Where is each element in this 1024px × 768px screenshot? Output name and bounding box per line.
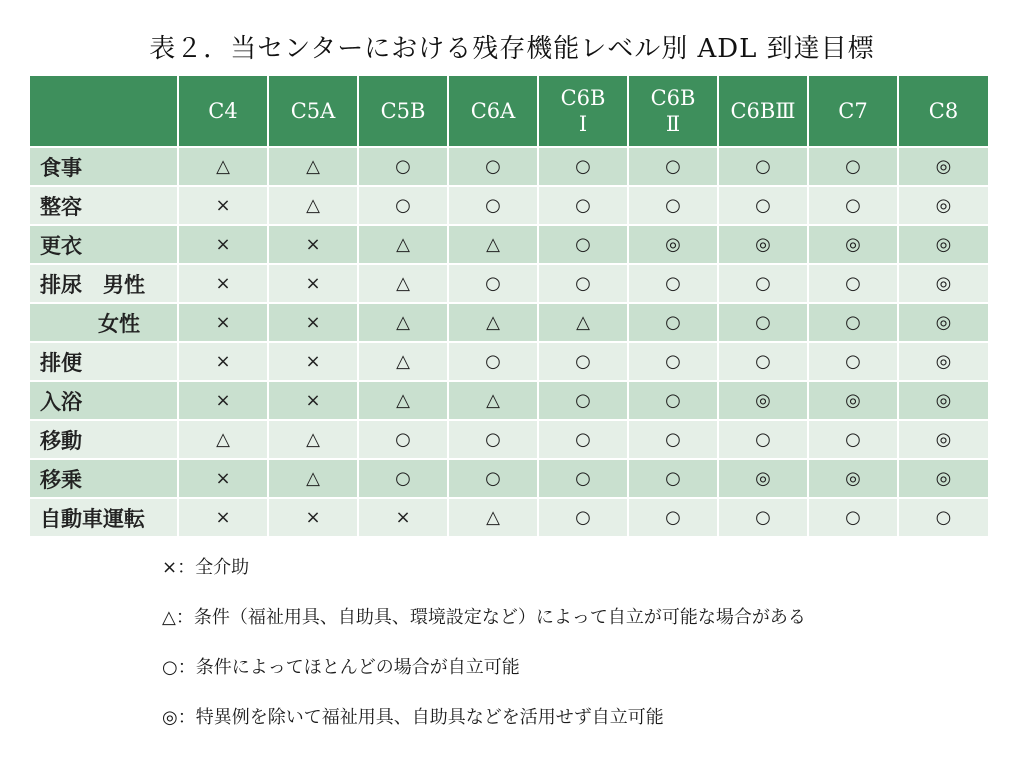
table-cell bbox=[898, 342, 988, 381]
table-cell bbox=[628, 303, 718, 342]
table-body bbox=[30, 147, 988, 536]
rating-symbol: ○ bbox=[485, 429, 501, 450]
rating-symbol: ○ bbox=[935, 507, 952, 528]
table-cell bbox=[628, 186, 718, 225]
table-cell bbox=[898, 147, 988, 186]
rating-symbol: ○ bbox=[845, 273, 861, 294]
table-cell bbox=[178, 186, 268, 225]
table-cell bbox=[808, 420, 898, 459]
table-cell bbox=[358, 498, 448, 536]
table-cell bbox=[358, 264, 448, 303]
row-label: 排尿 男性 bbox=[30, 264, 178, 303]
table-cell bbox=[718, 303, 808, 342]
table-cell bbox=[448, 342, 538, 381]
rating-symbol: ○ bbox=[845, 156, 861, 177]
rating-symbol: × bbox=[305, 390, 321, 411]
table-cell bbox=[538, 498, 628, 536]
table-cell bbox=[718, 498, 808, 536]
table-cell bbox=[178, 147, 268, 186]
table-cell bbox=[268, 303, 358, 342]
rating-symbol: △ bbox=[486, 312, 500, 333]
table-cell bbox=[808, 147, 898, 186]
column-header: C5A bbox=[268, 76, 358, 147]
legend-item-independent: ◎：特異例を除いて福祉用具、自助具などを活用せず自立可能 bbox=[162, 707, 664, 728]
rating-symbol: × bbox=[215, 468, 231, 489]
rating-symbol: ○ bbox=[395, 156, 411, 177]
table-cell bbox=[808, 303, 898, 342]
rating-symbol: ○ bbox=[665, 156, 681, 177]
rating-symbol: × bbox=[395, 507, 411, 528]
rating-symbol: ○ bbox=[395, 429, 411, 450]
row-label: 更衣 bbox=[30, 225, 178, 264]
rating-symbol: △ bbox=[216, 156, 230, 177]
table-cell bbox=[898, 498, 988, 536]
rating-symbol: ◎ bbox=[935, 156, 952, 177]
rating-symbol: ○ bbox=[755, 195, 771, 216]
rating-symbol: ○ bbox=[845, 195, 861, 216]
row-label: 排便 bbox=[30, 342, 178, 381]
table-cell bbox=[718, 342, 808, 381]
table-cell bbox=[538, 225, 628, 264]
table-cell bbox=[448, 264, 538, 303]
table-cell bbox=[718, 147, 808, 186]
rating-symbol: × bbox=[215, 507, 231, 528]
rating-symbol: ◎ bbox=[935, 351, 952, 372]
rating-symbol: △ bbox=[306, 195, 320, 216]
table-cell bbox=[448, 498, 538, 536]
table-cell bbox=[358, 225, 448, 264]
rating-symbol: ○ bbox=[755, 273, 771, 294]
column-header: C6BⅢ bbox=[718, 76, 808, 147]
table-cell bbox=[808, 498, 898, 536]
rating-symbol: ○ bbox=[395, 468, 411, 489]
table-cell bbox=[268, 147, 358, 186]
table-cell bbox=[808, 225, 898, 264]
table-cell bbox=[268, 264, 358, 303]
column-header: C4 bbox=[178, 76, 268, 147]
rating-symbol: ○ bbox=[845, 312, 861, 333]
rating-symbol: × bbox=[215, 390, 231, 411]
table-cell bbox=[538, 381, 628, 420]
table-cell bbox=[268, 225, 358, 264]
table-cell bbox=[718, 381, 808, 420]
rating-symbol: ◎ bbox=[845, 234, 861, 255]
rating-symbol: ◎ bbox=[935, 429, 952, 450]
table-cell bbox=[268, 342, 358, 381]
table-cell bbox=[358, 342, 448, 381]
rating-symbol: ○ bbox=[755, 507, 771, 528]
table-cell bbox=[808, 186, 898, 225]
rating-symbol: △ bbox=[486, 234, 500, 255]
rating-symbol: △ bbox=[396, 312, 410, 333]
table-cell bbox=[268, 420, 358, 459]
rating-symbol: ○ bbox=[755, 351, 771, 372]
table-cell bbox=[358, 147, 448, 186]
table-cell bbox=[268, 459, 358, 498]
rating-symbol: ◎ bbox=[755, 390, 771, 411]
rating-symbol: ○ bbox=[485, 156, 501, 177]
table-cell bbox=[898, 186, 988, 225]
table-row bbox=[30, 264, 988, 303]
rating-symbol: ◎ bbox=[935, 234, 952, 255]
rating-symbol: ○ bbox=[755, 312, 771, 333]
table-row bbox=[30, 342, 988, 381]
legend-item-mostly-independent: ○：条件によってほとんどの場合が自立可能 bbox=[162, 657, 520, 678]
table-cell bbox=[448, 459, 538, 498]
row-label: 整容 bbox=[30, 186, 178, 225]
table-cell bbox=[898, 420, 988, 459]
rating-symbol: ○ bbox=[665, 351, 681, 372]
table-cell bbox=[538, 147, 628, 186]
rating-symbol: ○ bbox=[575, 234, 591, 255]
rating-symbol: ○ bbox=[665, 429, 681, 450]
column-header: C6A bbox=[448, 76, 538, 147]
table-cell bbox=[178, 342, 268, 381]
rating-symbol: △ bbox=[396, 390, 410, 411]
rating-symbol: ○ bbox=[665, 390, 681, 411]
rating-symbol: △ bbox=[306, 156, 320, 177]
rating-symbol: ◎ bbox=[935, 390, 952, 411]
column-header: C6B Ⅱ bbox=[628, 76, 718, 147]
table-row bbox=[30, 381, 988, 420]
rating-symbol: △ bbox=[486, 507, 500, 528]
rating-symbol: × bbox=[215, 351, 231, 372]
table-cell bbox=[448, 381, 538, 420]
rating-symbol: ○ bbox=[575, 156, 591, 177]
table-cell bbox=[268, 498, 358, 536]
row-label: 入浴 bbox=[30, 381, 178, 420]
rating-symbol: ◎ bbox=[665, 234, 681, 255]
table-row bbox=[30, 147, 988, 186]
rating-symbol: ○ bbox=[575, 429, 591, 450]
rating-symbol: ○ bbox=[575, 390, 591, 411]
rating-symbol: ◎ bbox=[845, 468, 861, 489]
table-cell bbox=[898, 459, 988, 498]
table-cell bbox=[628, 381, 718, 420]
rating-symbol: ○ bbox=[845, 507, 861, 528]
table-cell bbox=[538, 459, 628, 498]
rating-symbol: × bbox=[305, 312, 321, 333]
row-label: 自動車運転 bbox=[30, 498, 178, 536]
table-cell bbox=[538, 303, 628, 342]
rating-symbol: × bbox=[305, 507, 321, 528]
table-row bbox=[30, 186, 988, 225]
rating-symbol: △ bbox=[216, 429, 230, 450]
table-cell bbox=[448, 147, 538, 186]
row-label: 食事 bbox=[30, 147, 178, 186]
table-cell bbox=[808, 264, 898, 303]
rating-symbol: × bbox=[215, 195, 231, 216]
table-cell bbox=[538, 342, 628, 381]
column-header: C8 bbox=[898, 76, 988, 147]
rating-symbol: ◎ bbox=[755, 468, 771, 489]
rating-symbol: ○ bbox=[575, 273, 591, 294]
table-row bbox=[30, 225, 988, 264]
rating-symbol: △ bbox=[396, 234, 410, 255]
table-cell bbox=[808, 381, 898, 420]
rating-symbol: ◎ bbox=[755, 234, 771, 255]
table-row bbox=[30, 459, 988, 498]
rating-symbol: ○ bbox=[665, 507, 681, 528]
rating-symbol: ◎ bbox=[935, 273, 952, 294]
table-cell bbox=[898, 264, 988, 303]
rating-symbol: ◎ bbox=[935, 195, 952, 216]
row-label: 移動 bbox=[30, 420, 178, 459]
table-cell bbox=[718, 264, 808, 303]
rating-symbol: ○ bbox=[395, 195, 411, 216]
table-cell bbox=[628, 225, 718, 264]
table-cell bbox=[178, 303, 268, 342]
adl-goals-table bbox=[30, 76, 988, 536]
table-cell bbox=[178, 420, 268, 459]
table-cell bbox=[178, 264, 268, 303]
rating-symbol: ○ bbox=[485, 468, 501, 489]
row-label: 移乗 bbox=[30, 459, 178, 498]
table-cell bbox=[628, 342, 718, 381]
table-cell bbox=[628, 420, 718, 459]
header-corner-cell bbox=[30, 76, 178, 147]
table-cell bbox=[448, 225, 538, 264]
rating-symbol: ○ bbox=[575, 195, 591, 216]
row-label: 女性 bbox=[30, 303, 178, 342]
rating-symbol: ○ bbox=[665, 468, 681, 489]
table-cell bbox=[898, 225, 988, 264]
rating-symbol: △ bbox=[486, 390, 500, 411]
table-cell bbox=[448, 303, 538, 342]
table-cell bbox=[538, 264, 628, 303]
table-row bbox=[30, 498, 988, 536]
table-cell bbox=[178, 225, 268, 264]
table-cell bbox=[718, 225, 808, 264]
table-cell bbox=[808, 342, 898, 381]
rating-symbol: ○ bbox=[845, 351, 861, 372]
table-cell bbox=[448, 186, 538, 225]
table-cell bbox=[538, 420, 628, 459]
table-cell bbox=[628, 498, 718, 536]
table-cell bbox=[808, 459, 898, 498]
table-cell bbox=[718, 420, 808, 459]
legend-item-full-assist: ×：全介助 bbox=[162, 557, 250, 578]
table-cell bbox=[628, 459, 718, 498]
rating-symbol: × bbox=[305, 273, 321, 294]
table-cell bbox=[268, 186, 358, 225]
legend-item-conditional: △：条件（福祉用具、自助具、環境設定など）によって自立が可能な場合がある bbox=[162, 607, 806, 628]
table-cell bbox=[358, 420, 448, 459]
table-cell bbox=[718, 186, 808, 225]
column-header: C7 bbox=[808, 76, 898, 147]
table-cell bbox=[358, 381, 448, 420]
table-cell bbox=[178, 498, 268, 536]
rating-symbol: × bbox=[215, 273, 231, 294]
rating-symbol: ◎ bbox=[935, 468, 952, 489]
table-cell bbox=[718, 459, 808, 498]
table-cell bbox=[628, 264, 718, 303]
table-header-row bbox=[30, 76, 988, 147]
rating-symbol: ◎ bbox=[935, 312, 952, 333]
rating-symbol: △ bbox=[576, 312, 590, 333]
rating-symbol: ○ bbox=[485, 351, 501, 372]
page-title: 表２．当センターにおける残存機能レベル別 ADL 到達目標 bbox=[149, 34, 875, 64]
table-cell bbox=[358, 303, 448, 342]
rating-symbol: ○ bbox=[665, 195, 681, 216]
rating-symbol: ○ bbox=[845, 429, 861, 450]
rating-symbol: △ bbox=[396, 351, 410, 372]
rating-symbol: × bbox=[215, 312, 231, 333]
rating-symbol: ○ bbox=[755, 156, 771, 177]
table-cell bbox=[538, 186, 628, 225]
table-cell bbox=[268, 381, 358, 420]
column-header: C5B bbox=[358, 76, 448, 147]
table-cell bbox=[178, 459, 268, 498]
column-header: C6B Ⅰ bbox=[538, 76, 628, 147]
table-row bbox=[30, 303, 988, 342]
rating-symbol: △ bbox=[306, 429, 320, 450]
rating-symbol: ○ bbox=[485, 195, 501, 216]
rating-symbol: △ bbox=[306, 468, 320, 489]
table-cell bbox=[628, 147, 718, 186]
table-row bbox=[30, 420, 988, 459]
table-cell bbox=[898, 303, 988, 342]
rating-symbol: ○ bbox=[485, 273, 501, 294]
rating-symbol: × bbox=[305, 351, 321, 372]
rating-symbol: × bbox=[215, 234, 231, 255]
rating-symbol: ○ bbox=[575, 351, 591, 372]
rating-symbol: ○ bbox=[575, 468, 591, 489]
table-cell bbox=[358, 459, 448, 498]
legend bbox=[162, 556, 806, 756]
table-cell bbox=[898, 381, 988, 420]
rating-symbol: ○ bbox=[575, 507, 591, 528]
table-cell bbox=[358, 186, 448, 225]
rating-symbol: △ bbox=[396, 273, 410, 294]
table-cell bbox=[178, 381, 268, 420]
rating-symbol: ○ bbox=[665, 312, 681, 333]
table-cell bbox=[448, 420, 538, 459]
rating-symbol: ○ bbox=[665, 273, 681, 294]
rating-symbol: ◎ bbox=[845, 390, 861, 411]
rating-symbol: × bbox=[305, 234, 321, 255]
rating-symbol: ○ bbox=[755, 429, 771, 450]
